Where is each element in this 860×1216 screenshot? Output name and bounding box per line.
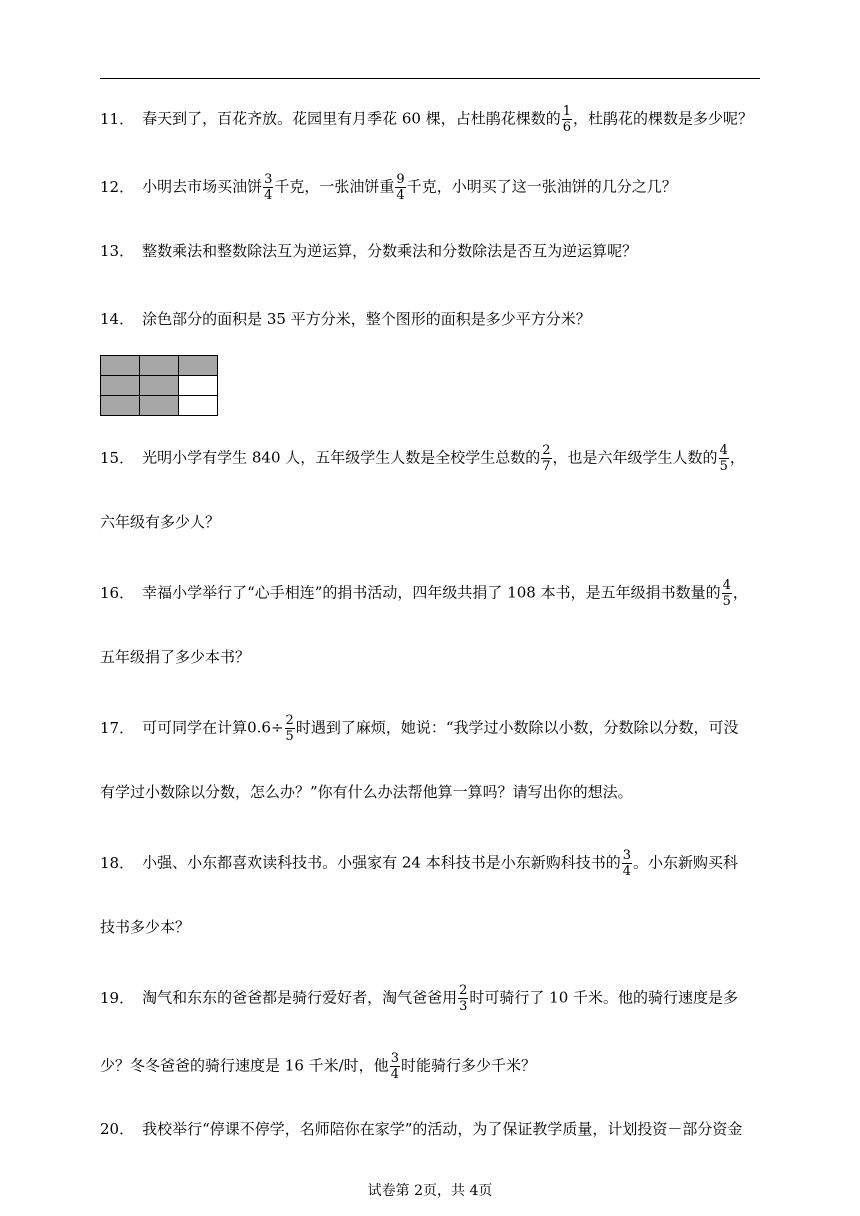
q20-text: 我校举行“停课不停学，名师陪你在家学”的活动，为了保证教学质量，计划投资－部分资金 — [142, 1120, 743, 1138]
question-17-line-2: 有学过小数除以分数，怎么办？”你有什么办法帮他算一算吗？请写出你的想法。 — [100, 783, 633, 801]
grid-cell-shaded — [140, 356, 179, 376]
question-17: 17． 可可同学在计算0.6÷ $\frac{2}{5}$ 时遇到了麻烦，她说：“我学过小数除以小数，分数除以分数，可没 — [100, 713, 739, 744]
question-16-line-2: 五年级捐了多少本书？ — [100, 648, 251, 666]
grid-cell-shaded — [179, 356, 218, 376]
q16-text-2: ， — [732, 583, 748, 602]
page-footer: 试卷第 2页，共 4页 — [367, 1183, 493, 1199]
grid-cell-shaded — [101, 396, 140, 416]
q18-text-1: 小强、小东都喜欢读科技书。小强家有 24 本科技书是小东新购科技书的 — [142, 853, 621, 872]
question-13: 13． 整数乘法和整数除法互为逆运算，分数乘法和分数除法是否互为逆运算呢？ — [100, 242, 638, 260]
q17-fraction: $\frac{2}{5}$ — [285, 713, 294, 744]
q11-text-2: ，杜鹃花的棵数是多少呢？ — [573, 109, 754, 128]
q16-text-1: 幸福小学举行了“心手相连”的捐书活动，四年级共捐了 108 本书，是五年级捐书数量的 — [142, 583, 721, 602]
q12-text-2: 千克，一张油饼重 — [274, 177, 395, 196]
q15-fraction-1: $\frac{2}{7}$ — [542, 443, 551, 474]
grid-cell-shaded — [101, 356, 140, 376]
question-18: 18． 小强、小东都喜欢读科技书。小强家有 24 本科技书是小东新购科技书的 $\frac{3}{4}$ 。小东新购买科 — [100, 848, 739, 879]
q15-text-3: ， — [729, 448, 745, 467]
q14-text: 涂色部分的面积是 35 平方分米，整个图形的面积是多少平方分米？ — [142, 310, 591, 328]
q19-fraction-1: $\frac{2}{3}$ — [459, 983, 468, 1014]
question-12: 12． 小明去市场买油饼 $\frac{3}{4}$ 千克，一张油饼重 $\frac{9}{4}$ 千克，小明买了这一张油饼的几分之几？ — [100, 172, 677, 203]
q12-text-3: 千克，小明买了这一张油饼的几分之几？ — [406, 177, 677, 196]
question-11: 11． 春天到了，百花齐放。花园里有月季花 60 棵，占杜鹃花棵数的 $\frac{1}{6}$ ，杜鹃花的棵数是多少呢？ — [100, 104, 754, 135]
q18-text-2: 。小东新购买科 — [633, 853, 739, 872]
shaded-area-figure — [100, 355, 218, 416]
grid-cell-blank — [179, 376, 218, 396]
q18-fraction: $\frac{3}{4}$ — [622, 848, 632, 879]
q12-text-1: 小明去市场买油饼 — [142, 177, 263, 196]
q19-text-2: 时可骑行了 10 千米。他的骑行速度是多 — [469, 988, 739, 1007]
q19-line2-text-2: 时能骑行多少千米？ — [400, 1056, 536, 1075]
grid-cell-shaded — [140, 396, 179, 416]
q15-fraction-2: $\frac{4}{5}$ — [719, 443, 728, 474]
question-15: 15． 光明小学有学生 840 人，五年级学生人数是全校学生总数的 $\frac{2}{7}$ ，也是六年级学生人数的 $\frac{4}{5}$ ， — [100, 443, 745, 474]
q15-text-1: 光明小学有学生 840 人，五年级学生人数是全校学生总数的 — [142, 448, 541, 467]
q19-fraction-2: $\frac{3}{4}$ — [390, 1051, 399, 1082]
question-14: 14． 涂色部分的面积是 35 平方分米，整个图形的面积是多少平方分米？ — [100, 310, 591, 328]
grid-cell-shaded — [101, 376, 140, 396]
q11-text-1: 春天到了，百花齐放。花园里有月季花 60 棵，占杜鹃花棵数的 — [142, 109, 561, 128]
question-20: 20． 我校举行“停课不停学，名师陪你在家学”的活动，为了保证教学质量，计划投资－部分资金 — [100, 1120, 743, 1138]
grid-cell-blank — [179, 396, 218, 416]
q19-line2-text-1: 少？冬冬爸爸的骑行速度是 16 千米/时，他 — [100, 1056, 389, 1075]
question-19-line-2 — [100, 1051, 536, 1082]
header-rule — [100, 78, 760, 79]
question-19: 19． 淘气和东东的爸爸都是骑行爱好者，淘气爸爸用 $\frac{2}{3}$ 时可骑行了 10 千米。他的骑行速度是多 — [100, 983, 739, 1014]
question-15-line-2: 六年级有多少人？ — [100, 513, 221, 531]
question-16: 16． 幸福小学举行了“心手相连”的捐书活动，四年级共捐了 108 本书，是五年级捐书数量的 $\frac{4}{5}$ ， — [100, 578, 748, 609]
q11-fraction: $\frac{1}{6}$ — [562, 104, 572, 135]
q15-text-2: ，也是六年级学生人数的 — [552, 448, 718, 467]
grid-cell-shaded — [140, 376, 179, 396]
q13-text: 整数乘法和整数除法互为逆运算，分数乘法和分数除法是否互为逆运算呢？ — [142, 242, 638, 260]
q12-fraction-1: $\frac{3}{4}$ — [264, 172, 273, 203]
q17-text-1: 可可同学在计算 — [142, 718, 248, 737]
q16-fraction: $\frac{4}{5}$ — [722, 578, 731, 609]
question-18-line-2: 技书多少本？ — [100, 918, 191, 936]
q17-text-2: 时遇到了麻烦，她说：“我学过小数除以小数，分数除以分数，可没 — [295, 718, 739, 737]
q12-fraction-2: $\frac{9}{4}$ — [396, 172, 405, 203]
q19-text-1: 淘气和东东的爸爸都是骑行爱好者，淘气爸爸用 — [142, 988, 458, 1007]
q17-expression: 0.6÷ — [247, 718, 284, 737]
